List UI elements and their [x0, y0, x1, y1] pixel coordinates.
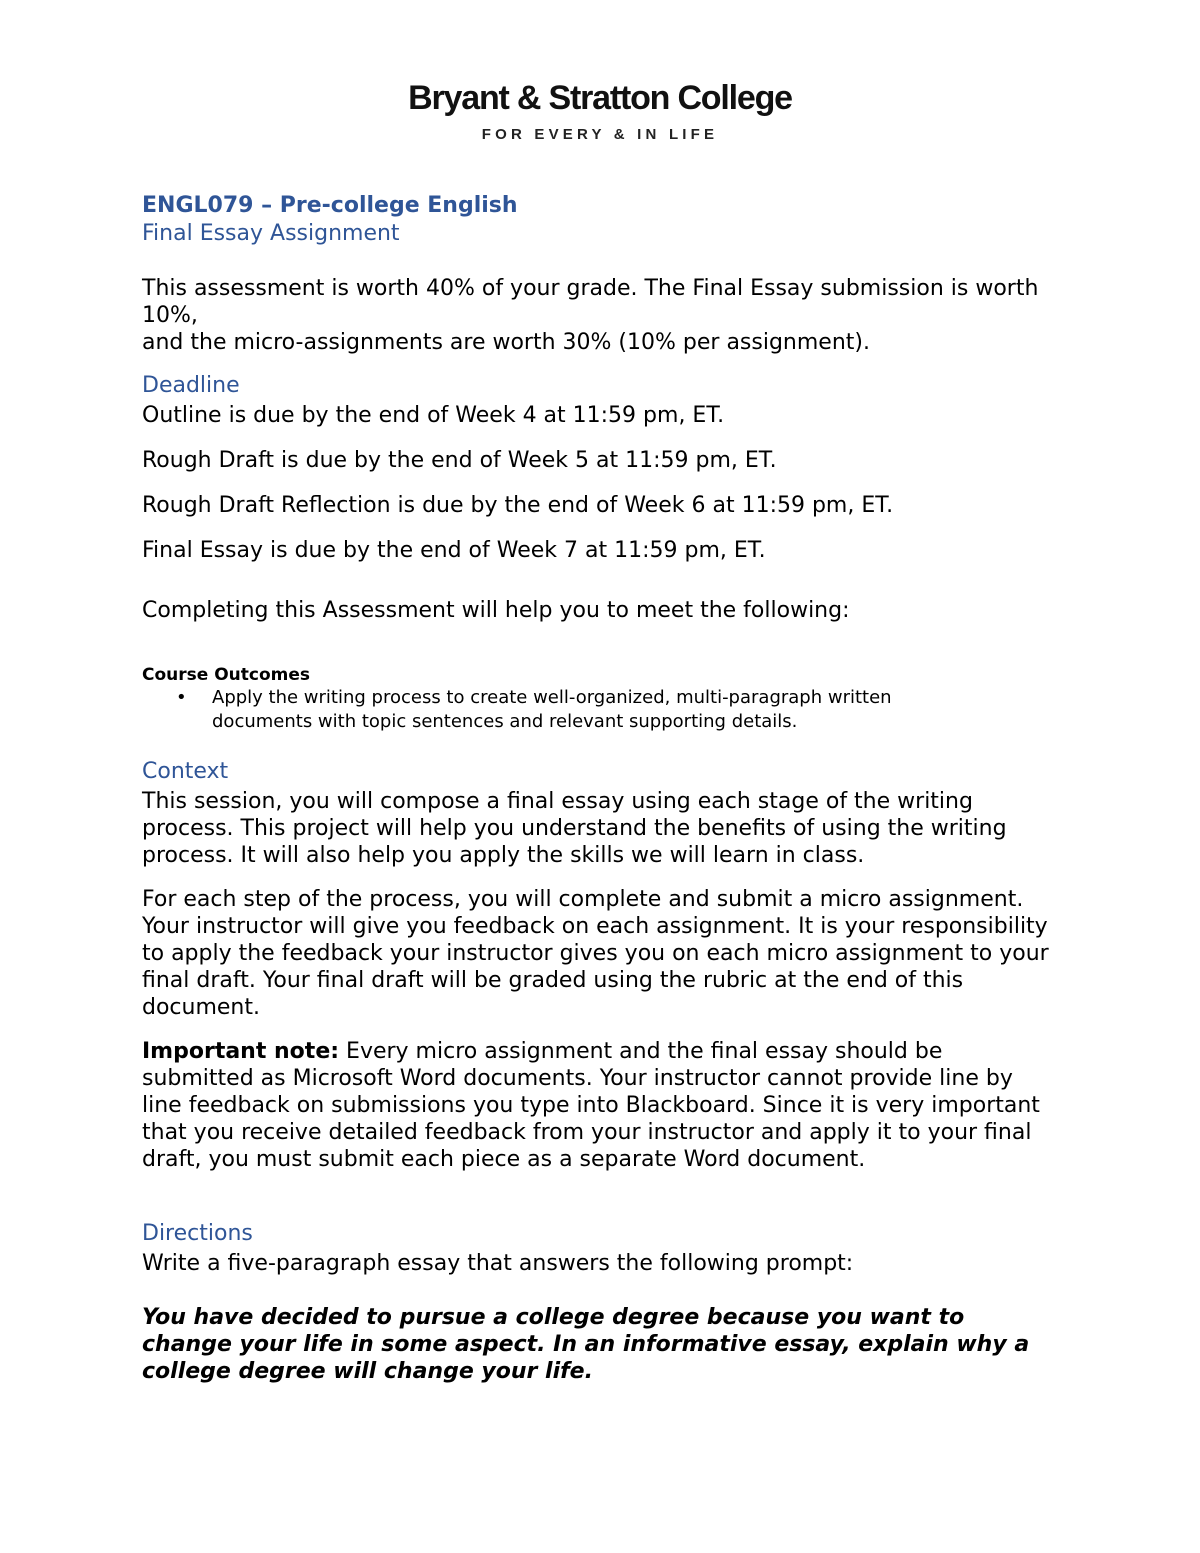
directions-heading: Directions — [142, 1221, 253, 1246]
bullet-icon: • — [176, 687, 187, 708]
intro-line-2: and the micro-assignments are worth 30% (10% per assignment). — [142, 330, 870, 355]
college-logo — [142, 78, 1058, 144]
important-note-text: Every micro assignment and the final essay should be submitted as Microsoft Word documents. Your instructor cannot provide line by line feedback on submissions you type into Blackboard. Since it is very important that you receive detailed feedback from your instructor and apply it to your final draft, you must submit each piece as a separate Word document. — [142, 1039, 1040, 1172]
deadline-item: Rough Draft is due by the end of Week 5 at 11:59 pm, ET. — [142, 448, 777, 473]
directions-section — [142, 1220, 1062, 1385]
context-section — [142, 758, 1062, 1173]
intro-line-1: This assessment is worth 40% of your grade. The Final Essay submission is worth 10%, — [142, 276, 1039, 328]
assignment-title: Final Essay Assignment — [142, 221, 400, 246]
outcome-list — [142, 686, 1062, 734]
directions-text: Write a five-paragraph essay that answers the following prompt: — [142, 1251, 854, 1276]
intro-section — [142, 275, 1062, 356]
outcome-text: Apply the writing process to create well-organized, multi-paragraph written documents with topic sentences and relevant supporting details. — [212, 687, 892, 732]
outcomes-intro-text: Completing this Assessment will help you to meet the following: — [142, 598, 850, 623]
important-note-label: Important note: — [142, 1039, 340, 1064]
context-paragraph-2: For each step of the process, you will complete and submit a micro assignment. Your instructor will give you feedback on each assignment. It is your responsibility to apply the feedback your instructor gives you on each micro assignment to your final draft. Your final draft will be graded using the rubric at the end of this document. — [142, 887, 1049, 1020]
course-title: ENGL079 – Pre-college English — [142, 193, 518, 218]
deadline-item: Rough Draft Reflection is due by the end of Week 6 at 11:59 pm, ET. — [142, 493, 894, 518]
course-outcomes-label: Course Outcomes — [142, 665, 311, 685]
important-note — [142, 1038, 1052, 1173]
context-paragraph-1: This session, you will compose a final essay using each stage of the writing process. This project will help you understand the benefits of using the writing process. It will also help you apply the skills we will learn in class. — [142, 789, 1007, 868]
essay-prompt: You have decided to pursue a college degree because you want to change your life in some aspect. In an informative essay, explain why a college degree will change your life. — [142, 1305, 1030, 1384]
deadline-item: Outline is due by the end of Week 4 at 11:59 pm, ET. — [142, 403, 725, 428]
deadline-section — [142, 372, 1062, 564]
list-item — [142, 686, 992, 734]
logo-tagline: FOR EVERY & IN LIFE — [481, 126, 719, 143]
deadline-item: Final Essay is due by the end of Week 7 at 11:59 pm, ET. — [142, 538, 766, 563]
logo-college-name: Bryant & Stratton College — [408, 79, 792, 117]
context-heading: Context — [142, 759, 229, 784]
deadline-heading: Deadline — [142, 373, 240, 398]
outcomes-intro — [142, 597, 1062, 624]
course-outcomes-section — [142, 664, 1062, 734]
